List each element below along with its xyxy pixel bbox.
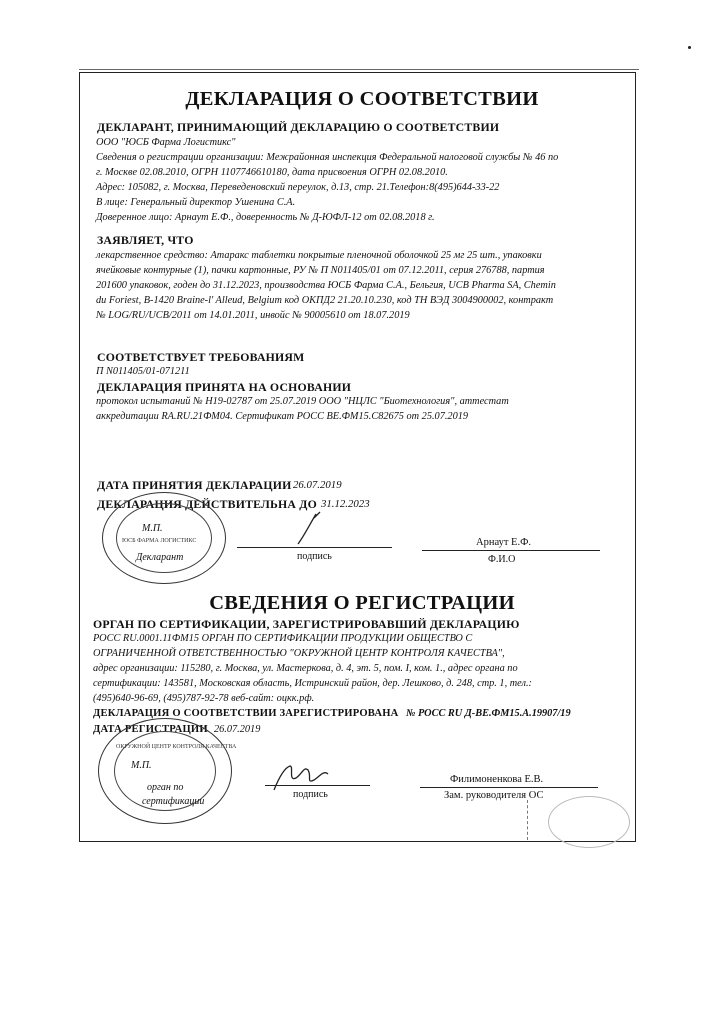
- frame-top-line: [79, 69, 639, 70]
- declarant-line: Адрес: 105082, г. Москва, Переведеновский переулок, д.13, стр. 21.Телефон:8(495)644-33-22: [96, 182, 500, 193]
- reg-date-label: ДАТА РЕГИСТРАЦИИ: [93, 724, 208, 735]
- registration-line: сертификации: 143581, Московская область, Истринский район, дер. Лешково, д. 248, стр. 1, тел.:: [93, 678, 532, 689]
- faint-stamp: [548, 796, 630, 848]
- declarant-line: Сведения о регистрации организации: Межрайонная инспекция Федеральной налоговой службы № 46 по: [96, 152, 559, 163]
- valid-until-label: ДЕКЛАРАЦИЯ ДЕЙСТВИТЕЛЬНА ДО: [97, 497, 317, 511]
- declarant-line: Доверенное лицо: Арнаут Е.Ф., доверенность № Д-ЮФЛ-12 от 02.08.2018 г.: [96, 212, 435, 223]
- stamp-mp-label: М.П.: [142, 523, 163, 534]
- basis-line: протокол испытаний № Н19-02787 от 25.07.2019 ООО "НЦЛС "Биотехнология", аттестат: [96, 396, 509, 407]
- statement-heading: ЗАЯВЛЯЕТ, ЧТО: [97, 233, 194, 247]
- registered-number: № РОСС RU Д-ВЕ.ФМ15.А.19907/19: [406, 708, 571, 719]
- stamp-org-text: ОКРУЖНОЙ ЦЕНТР КОНТРОЛЯ КАЧЕСТВА: [116, 744, 237, 750]
- registration-heading: ОРГАН ПО СЕРТИФИКАЦИИ, ЗАРЕГИСТРИРОВАВШИЙ ДЕКЛАРАЦИЮ: [93, 617, 520, 631]
- registration-line: РОСС RU.0001.11ФМ15 ОРГАН ПО СЕРТИФИКАЦИИ ПРОДУКЦИИ ОБЩЕСТВО С: [93, 633, 473, 644]
- signature-line: [237, 547, 392, 548]
- declarant-signature: [290, 508, 330, 548]
- signature-caption: подпись: [293, 789, 328, 800]
- reg-date-value: 26.07.2019: [214, 724, 261, 735]
- stamp-org-text: ЮСБ ФАРМА ЛОГИСТИКС: [122, 538, 197, 544]
- compliance-value: П N011405/01-071211: [96, 366, 190, 377]
- name-line: [422, 550, 600, 551]
- registration-line: адрес организации: 115280, г. Москва, ул. Мастеркова, д. 4, эт. 5, пом. I, ком. 1., адрес органа по: [93, 663, 518, 674]
- basis-heading: ДЕКЛАРАЦИЯ ПРИНЯТА НА ОСНОВАНИИ: [97, 380, 352, 394]
- name-caption: Ф.И.О: [488, 554, 516, 565]
- compliance-heading: СООТВЕТСТВУЕТ ТРЕБОВАНИЯМ: [97, 350, 305, 364]
- declarant-name: Арнаут Е.Ф.: [476, 537, 532, 548]
- registrar-name: Филимоненкова Е.В.: [450, 774, 544, 785]
- declarant-heading: ДЕКЛАРАНТ, ПРИНИМАЮЩИЙ ДЕКЛАРАЦИЮ О СООТВЕТСТВИИ: [97, 120, 500, 134]
- stamp-mp-label: М.П.: [131, 760, 152, 771]
- statement-line: ячейковые контурные (1), пачки картонные, РУ № П N011405/01 от 07.12.2011, серия 276788, партия: [96, 265, 545, 276]
- valid-until-value: 31.12.2023: [321, 498, 370, 510]
- declarant-line: В лице: Генеральный директор Ушенина С.А.: [96, 197, 296, 208]
- signature-caption: подпись: [297, 551, 332, 562]
- scan-speck: [688, 46, 691, 49]
- registration-line: (495)640-96-69, (495)787-92-78 веб-сайт: оцкк.рф.: [93, 693, 315, 704]
- document-title: ДЕКЛАРАЦИЯ О СООТВЕТСТВИИ: [185, 88, 539, 110]
- accepted-date-label: ДАТА ПРИНЯТИЯ ДЕКЛАРАЦИИ: [97, 478, 292, 492]
- registered-label: ДЕКЛАРАЦИЯ О СООТВЕТСТВИИ ЗАРЕГИСТРИРОВАНА: [93, 708, 399, 719]
- stamp-role-label: орган по: [147, 782, 184, 793]
- registration-line: ОГРАНИЧЕННОЙ ОТВЕТСТВЕННОСТЬЮ "ОКРУЖНОЙ ЦЕНТР КОНТРОЛЯ КАЧЕСТВА",: [93, 648, 505, 659]
- stamp-edge-mark: [527, 800, 528, 840]
- declarant-line: г. Москве 02.08.2010, ОГРН 1107746610180, дата присвоения ОГРН 02.08.2010.: [96, 167, 448, 178]
- statement-line: 201600 упаковок, годен до 31.12.2023, производства ЮСБ Фарма С.А., Бельгия, UCB Pharma SA, Chemin: [96, 280, 556, 291]
- registration-title: СВЕДЕНИЯ О РЕГИСТРАЦИИ: [209, 592, 515, 614]
- registrar-position: Зам. руководителя ОС: [444, 790, 544, 801]
- stamp-role-label: сертификации: [142, 796, 205, 807]
- declarant-line: ООО "ЮСБ Фарма Логистикс": [96, 137, 236, 148]
- name-line: [420, 787, 598, 788]
- statement-line: № LOG/RU/UCB/2011 от 14.01.2011, инвойс № 90005610 от 18.07.2019: [96, 310, 410, 321]
- stamp-role-label: Декларант: [136, 552, 184, 563]
- signature-line: [265, 785, 370, 786]
- statement-line: лекарственное средство: Атаракс таблетки покрытые пленочной оболочкой 25 мг 25 шт., упаковки: [96, 250, 542, 261]
- basis-line: аккредитации RA.RU.21ФМ04. Сертификат РОСС ВЕ.ФМ15.С82675 от 25.07.2019: [96, 411, 469, 422]
- accepted-date-value: 26.07.2019: [293, 479, 342, 491]
- statement-line: du Foriest, B-1420 Braine-l' Alleud, Belgium код ОКПД2 21.20.10.230, код ТН ВЭД 3004900002, контракт: [96, 295, 554, 306]
